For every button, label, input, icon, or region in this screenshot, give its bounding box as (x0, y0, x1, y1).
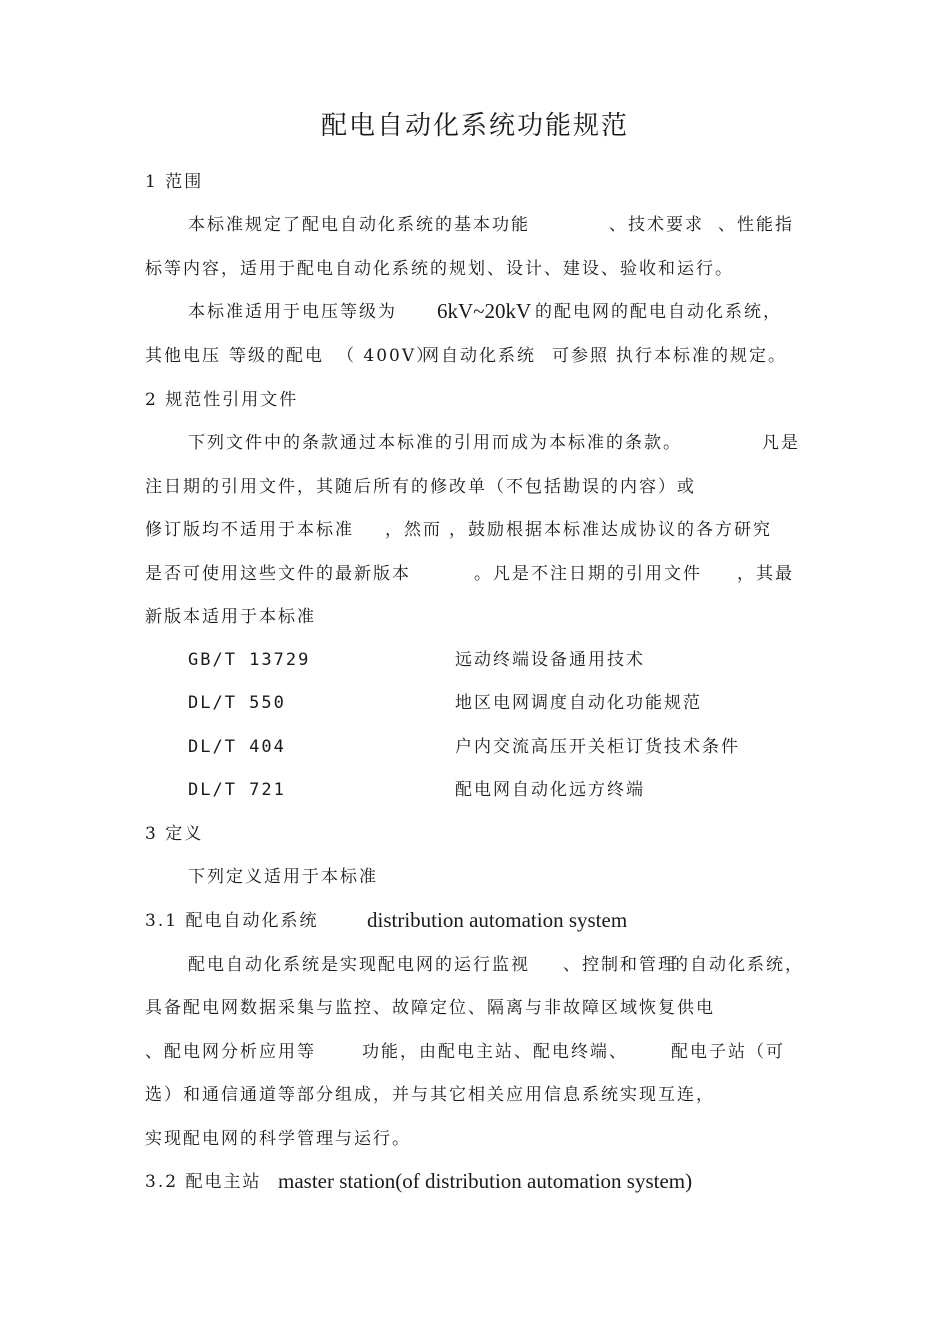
subsection-english-term: master station(of distribution automation system) (278, 1169, 693, 1193)
subsection-english-term: distribution automation system (367, 908, 628, 932)
paragraph-line: 其他电压 (145, 346, 221, 366)
paragraph-line: ，然而 (385, 520, 442, 540)
paragraph-line: 可参照 (552, 346, 609, 366)
paragraph-line: 、配电网分析应用等 (145, 1042, 316, 1062)
reference-code: DL/T 404 (188, 737, 286, 757)
paragraph-line: 的自动化系统， (671, 955, 804, 975)
paragraph-line: 实现配电网的科学管理与运行。 (145, 1129, 411, 1149)
paragraph-line: ，其最 (737, 564, 794, 584)
paragraph-line: 等级的配电 (229, 346, 324, 366)
paragraph-line: 新版本适用于本标准 (145, 607, 316, 627)
paragraph-line: 修订版均不适用于本标准 (145, 520, 354, 540)
paragraph-line: 注日期的引用文件，其随后所有的修改单（不包括勘误的内容）或 (145, 477, 696, 497)
paragraph-line: 下列定义适用于本标准 (188, 867, 378, 887)
paragraph-line: 功能，由配电主站、配电终端、 (362, 1042, 628, 1062)
paragraph-line: 、性能指 (718, 215, 794, 235)
paragraph-line: 标等内容，适用于配电自动化系统的规划、设计、建设、验收和运行。 (145, 259, 734, 279)
paragraph-line: 、技术要求 (609, 215, 704, 235)
paragraph-line: 本标准规定了配电自动化系统的基本功能 (188, 215, 530, 235)
subsection-heading: 3.2 配电主站 (145, 1172, 262, 1192)
reference-title: 远动终端设备通用技术 (455, 650, 645, 670)
paragraph-line: 凡是 (762, 433, 800, 453)
subsection-heading: 3.1 配电自动化系统 (145, 911, 319, 931)
document-title: 配电自动化系统功能规范 (320, 111, 629, 141)
paragraph-line: 下列文件中的条款通过本标准的引用而成为本标准的条款。 (188, 433, 682, 453)
section-heading: 2 规范性引用文件 (145, 390, 299, 410)
section-heading: 3 定义 (145, 824, 204, 844)
reference-title: 地区电网调度自动化功能规范 (455, 693, 702, 713)
paragraph-line: 。凡是不注日期的引用文件 (474, 564, 702, 584)
section-heading: 1 范围 (145, 172, 204, 192)
reference-title: 配电网自动化远方终端 (455, 780, 645, 800)
paragraph-line: 配电自动化系统是实现配电网的运行监视 (188, 955, 530, 975)
paragraph-line: 本标准适用于电压等级为 (188, 302, 397, 322)
reference-code: DL/T 550 (188, 693, 286, 713)
paragraph-line: 的配电网的配电自动化系统， (535, 302, 782, 322)
paragraph-line: 选）和通信通道等部分组成，并与其它相关应用信息系统实现互连， (145, 1085, 715, 1105)
paragraph-line: 具备配电网数据采集与监控、故障定位、隔离与非故障区域恢复供电 (145, 998, 715, 1018)
reference-code: DL/T 721 (188, 780, 286, 800)
reference-code: GB/T 13729 (188, 650, 311, 670)
paragraph-line: ，鼓励根据本标准达成协议的各方研究 (449, 520, 772, 540)
paragraph-line: 6kV~20kV (437, 299, 532, 323)
paragraph-line: 网自动化系统 (422, 346, 536, 366)
paragraph-line: 执行本标准的规定。 (616, 346, 787, 366)
paragraph-line: （ 400V） (337, 346, 436, 366)
paragraph-line: 配电子站（可 (671, 1042, 785, 1062)
paragraph-line: 是否可使用这些文件的最新版本 (145, 564, 411, 584)
paragraph-line: 、控制和管理 (563, 955, 677, 975)
reference-title: 户内交流高压开关柜订货技术条件 (455, 737, 740, 757)
